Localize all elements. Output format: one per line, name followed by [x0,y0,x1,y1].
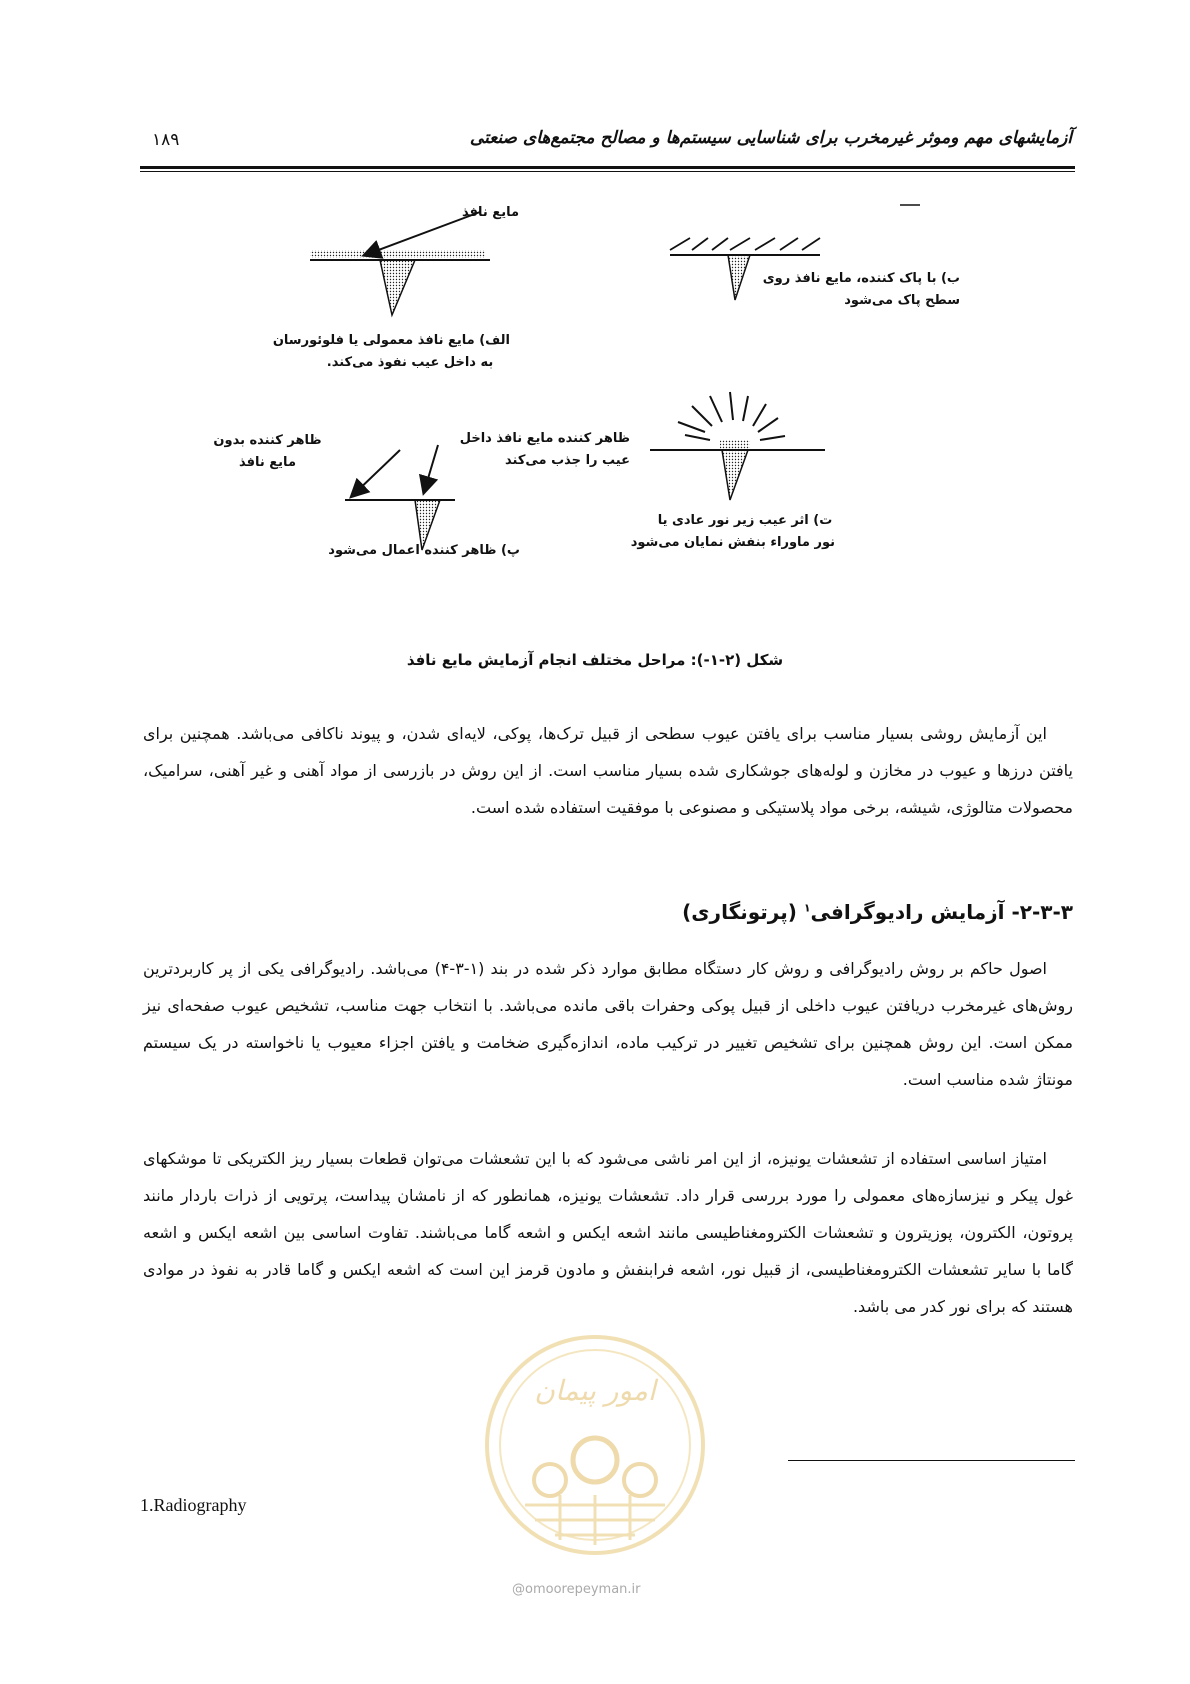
paragraph-penetrant: این آزمایش روشی بسیار مناسب برای یافتن عیوب سطحی از قبیل ترک‌ها، پوکی، لایه‌ای شدن، و پیوند ناکافی می‌باشد. همچنین برای یافتن درزها و عیوب در مخازن و لوله‌های جوشکاری شده بسیار مناسب است. از این روش در بازرسی از مواد آهنی و غیر آهنی، سرامیک، محصولات متالوژی، شیشه، برخی مواد پلاستیکی و مصنوعی با موفقیت استفاده شده است. [143,724,1073,817]
panel-a-caption: الف) مایع نافذ معمولی یا فلوئورسان به داخل عیب نفوذ می‌کند. [272,333,510,371]
penetrant-test-figure [200,200,1000,630]
watermark-url: @omoorepeyman.ir [512,1582,641,1597]
running-header: آزمایشهای مهم وموثر غیرمخرب برای شناسایی سیستم‌ها و مصالح مجتمع‌های صنعتی [469,128,1072,148]
panel-b-caption: ب) با پاک کننده، مایع نافذ روی سطح پاک می‌شود [762,271,960,309]
figure-caption: شکل (۲-۱-): مراحل مختلف انجام آزمایش مایع نافذ [406,651,784,669]
panel-a-drawing [310,212,490,315]
svg-text:امور پیمان: امور پیمان [534,1374,656,1407]
panel-p-drawing [345,445,455,550]
panel-p-right-label: ظاهر کننده مایع نافذ داخل عیب را جذب می‌کند [459,431,630,469]
footnote-rule [788,1460,1075,1461]
header-rule-thin [140,171,1075,172]
panel-p-caption: پ) ظاهر کننده اعمال می‌شود [328,543,520,558]
figure-drawing [200,200,1000,630]
watermark-logo-icon [480,1330,710,1560]
section-heading-radiography: ۲-۳-۳- آزمایش رادیوگرافی$^۱$ (پرتونگاری) [682,900,1073,924]
header-rule [140,166,1075,169]
page-number: ۱۸۹ [152,130,180,150]
panel-p-left-label: ظاهر کننده بدون مایع نافذ [213,433,322,471]
watermark-logo [480,1330,710,1560]
paragraph-radiography-principles: اصول حاکم بر روش رادیوگرافی و روش کار دستگاه مطابق موارد ذکر شده در بند (۱-۳-۴) می‌باشد. رادیوگرافی یکی از پر کاربردترین روش‌های غیرمخرب دریافتن عیوب داخلی از قبیل پوکی وحفرات باقی مانده می‌باشد. با انتخاب جهت مناسب، تشخیص عیوب صفحه‌ای نیز ممکن است. این روش همچنین برای تشخیص تغییر در ترکیب ماده، اندازه‌گیری ضخامت و یافتن اجزاء معیوب یا ناخواسته در یک سیستم مونتاژ شده مناسب است. [143,959,1073,1089]
footnote: 1.Radiography [140,1495,247,1515]
panel-a-arrow-label: مایع نافذ [462,205,520,220]
panel-t-caption: ت) اثر عیب زیر نور عادی یا نور ماوراء بنفش نمایان می‌شود [630,513,835,551]
paragraph-ionizing-radiation: امتیاز اساسی استفاده از تشعشات یونیزه، از این امر ناشی می‌شود که با این تشعشات می‌توان قطعات بسیار ریز الکتریکی تا موشکهای غول پیکر و نیزسازه‌های معمولی را مورد بررسی قرار داد. تشعشات یونیزه، همانطور که از نامشان پیداست، پرتویی از ذرات باردار مانند پروتون، الکترون، پوزیترون و تشعشات الکترومغناطیسی مانند اشعه ایکس و اشعه گاما می‌باشند. تفاوت اساسی بین اشعه ایکس و اشعه گاما با سایر تشعشات الکترومغناطیسی، از قبیل نور، اشعه فرابنفش و مادون قرمز این است که اشعه ایکس و گاما قادر به نفوذ در موادی هستند که برای نور کدر می باشد. [143,1149,1073,1316]
panel-t-drawing [650,392,825,500]
